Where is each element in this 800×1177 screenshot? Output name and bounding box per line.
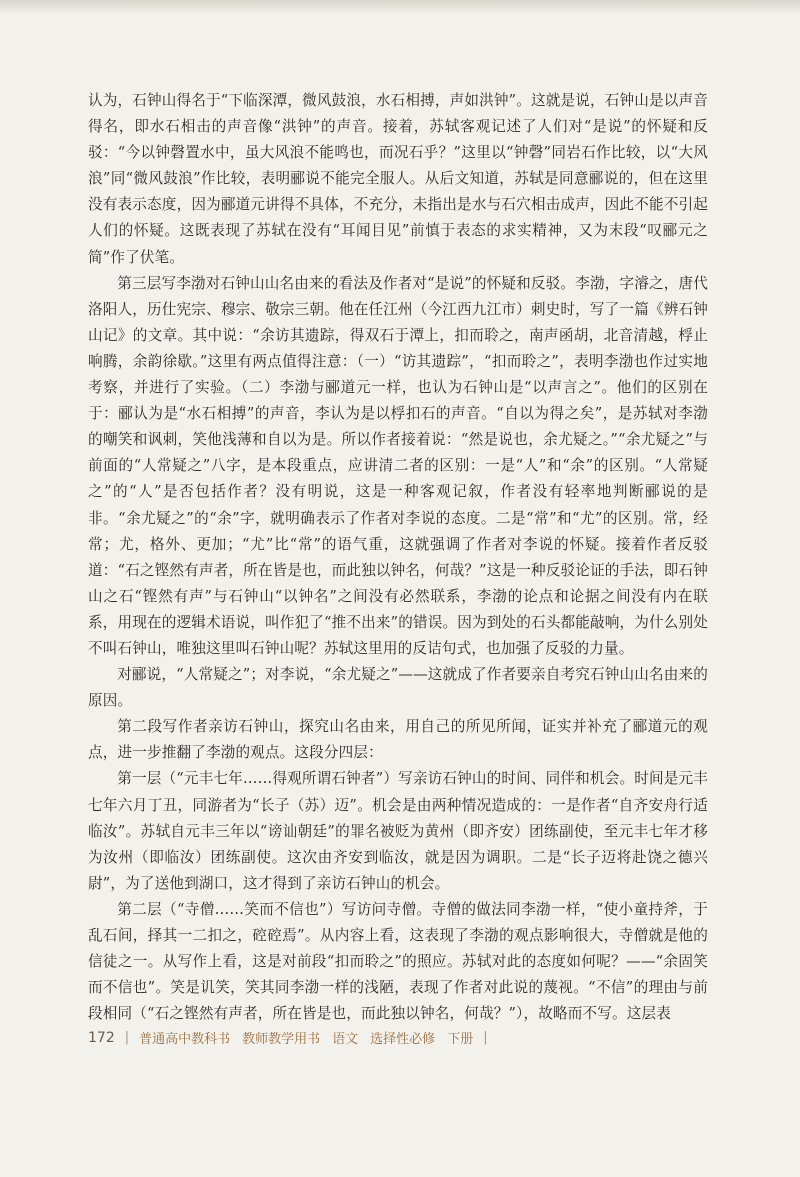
- page-top-shade: [0, 0, 800, 14]
- book-subject: 语文: [332, 1032, 359, 1047]
- page-number: 172: [88, 1029, 115, 1046]
- page-footer: [88, 1028, 498, 1047]
- book-volume: 选择性必修: [370, 1032, 436, 1047]
- book-series: 普通高中教科书: [139, 1032, 231, 1047]
- paragraph-continued: 认为，石钟山得名于“下临深潭，微风鼓浪，水石相搏，声如洪钟”。这就是说，石钟山是以声音得名，即水石相击的声音像“洪钟”的声音。接着，苏轼客观记述了人们对“是说”的怀疑和反驳：“今以钟磬置水中，虽大风浪不能鸣也，而况石乎？”这里以“钟磬”同岩石作比较，以“大风浪”同“微风鼓浪”作比较，表明郦说不能完全服人。从后文知道，苏轼是同意郦说的，但在这里没有表示态度，因为郦道元讲得不具体，不充分，未指出是水与石穴相击成声，因此不能不引起人们的怀疑。这既表现了苏轼在没有“耳闻目见”前慎于表态的求实精神，又为末段“叹郦元之简”作了伏笔。: [88, 92, 708, 266]
- paragraph: 第三层写李渤对石钟山山名由来的看法及作者对“是说”的怀疑和反驳。李渤，字濬之，唐代洛阳人，历仕宪宗、穆宗、敬宗三朝。他在任江州（今江西九江市）刺史时，写了一篇《辨石钟山记》的文章。其中说：“余访其遗踪，得双石于潭上，扣而聆之，南声函胡，北音清越，桴止响腾，余韵徐歇。”这里有两点值得注意：（一）“访其遗踪”，“扣而聆之”，表明李渤也作过实地考察，并进行了实验。（二）李渤与郦道元一样，也认为石钟山是“以声言之”。他们的区别在于：郦认为是“水石相搏”的声音，李认为是以桴扣石的声音。“自以为得之矣”，是苏轼对李渤的嘲笑和讽刺，笑他浅薄和自以为是。所以作者接着说：“然是说也，余尤疑之。”“余尤疑之”与前面的“人常疑之”八字，是本段重点，应讲清二者的区别：一是“人”和“余”的区别。“人常疑之”的“人”是否包括作者？没有明说，这是一种客观记叙，作者没有轻率地判断郦说的是非。“余尤疑之”的“余”字，就明确表示了作者对李说的态度。二是“常”和“尤”的区别。常，经常；尤，格外、更加；“尤”比“常”的语气重，这就强调了作者对李说的怀疑。接着作者反驳道：“石之铿然有声者，所在皆是也，而此独以钟名，何哉？”这是一种反驳论证的手法，即石钟山之石“铿然有声”与石钟山“以钟名”之间没有必然联系，李渤的论点和论据之间没有内在联系，用现在的逻辑术语说，叫作犯了“推不出来”的错误。因为到处的石头都能敲响，为什么别处不叫石钟山，唯独这里叫石钟山呢？苏轼这里用的反诘句式，也加强了反驳的力量。: [88, 274, 708, 657]
- footer-divider: |: [124, 1030, 130, 1045]
- paragraph: 第二层（“寺僧……笑而不信也”）写访问寺僧。寺僧的做法同李渤一样，“使小童持斧，于乱石间，择其一二扣之，硿硿焉”。从内容上看，这表现了李渤的观点影响很大，寺僧就是他的信徒之一。从写作上看，这是对前段“扣而聆之”的照应。苏轼对此的态度如何呢？——“余固笑而不信也”。笑是讥笑，笑其同李渤一样的浅陋，表现了作者对此说的蔑视。“不信”的理由与前段相同（“石之铿然有声者，所在皆是也，而此独以钟名，何哉？”），故略而不写。这层表: [88, 900, 708, 1023]
- footer-divider: |: [483, 1030, 488, 1045]
- book-title: [139, 1028, 473, 1047]
- page-body: [88, 88, 708, 1027]
- book-part: 下册: [447, 1032, 474, 1047]
- book-type: 教师教学用书: [242, 1032, 321, 1047]
- paragraph: 第二段写作者亲访石钟山，探究山名由来，用自己的所见所闻，证实并补充了郦道元的观点，进一步推翻了李渤的观点。这段分四层：: [88, 718, 708, 762]
- paragraph: 对郦说，“人常疑之”；对李说，“余尤疑之”——这就成了作者要亲自考究石钟山山名由来的原因。: [88, 666, 708, 710]
- paragraph: 第一层（“元丰七年……得观所谓石钟者”）写亲访石钟山的时间、同伴和机会。时间是元丰七年六月丁丑，同游者为“长子（苏）迈”。机会是由两种情况造成的：一是作者“自齐安舟行适临汝”。苏轼自元丰三年以“谤讪朝廷”的罪名被贬为黄州（即齐安）团练副使，至元丰七年才移为汝州（即临汝）团练副使。这次由齐安到临汝，就是因为调职。二是“长子迈将赴饶之德兴尉”，为了送他到湖口，这才得到了亲访石钟山的机会。: [88, 770, 708, 892]
